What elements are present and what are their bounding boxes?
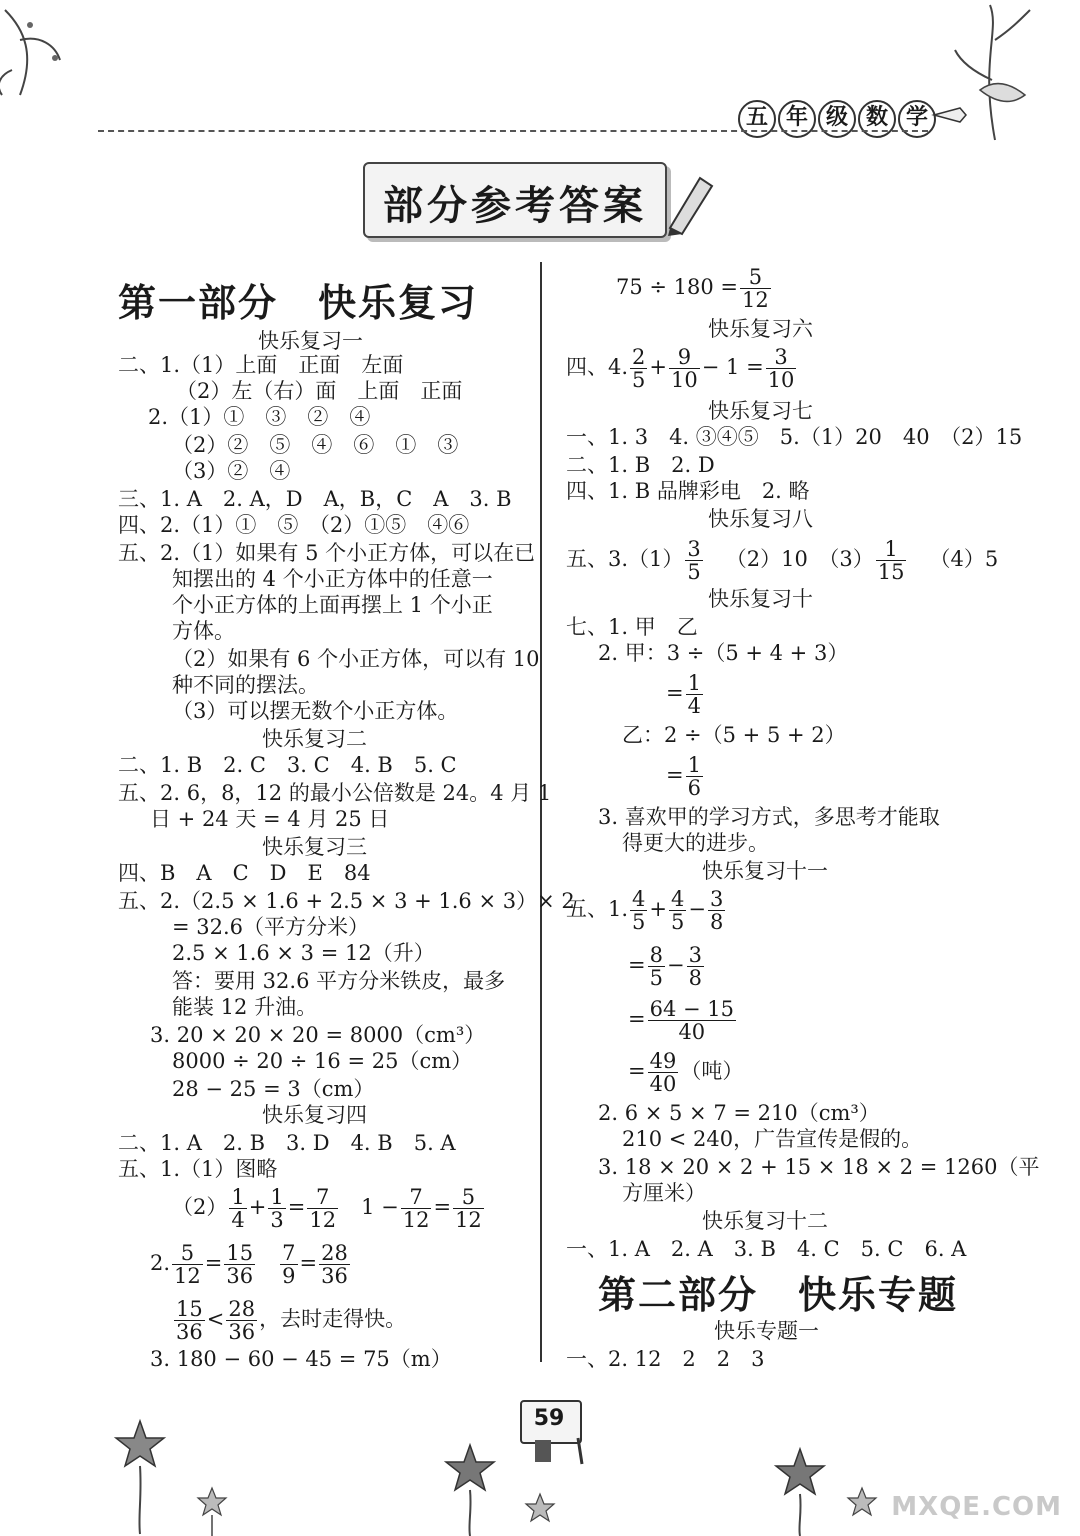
grade-char: 年	[778, 100, 816, 138]
answer-line: 二、1. B 2. D	[566, 453, 715, 477]
grade-char: 级	[818, 100, 856, 138]
answer-line: 种不同的摆法。	[172, 673, 319, 697]
section-title: 快乐复习二	[262, 727, 367, 751]
answer-line: 七、1. 甲 乙	[566, 615, 698, 639]
answer-line: 五、1.（1）图略	[118, 1157, 278, 1181]
fraction-line: = $\frac{8}{5}$ − $\frac{3}{8}$	[628, 943, 702, 990]
fraction-line: = $\frac{1}{4}$	[666, 671, 701, 718]
fraction-line: = $\frac{1}{6}$	[666, 753, 701, 800]
answer-line: 能装 12 升油。	[172, 995, 318, 1019]
answer-line: 四、B A C D E 84	[118, 861, 371, 885]
answer-line: 2. 6 × 5 × 7 = 210（cm³）	[598, 1101, 880, 1125]
star-flower-icon	[192, 1484, 232, 1536]
answer-line: 8000 ÷ 20 ÷ 16 = 25（cm）	[172, 1049, 473, 1073]
section-title: 快乐专题一	[714, 1319, 819, 1343]
answer-line: 210 < 240，广告宣传是假的。	[622, 1127, 923, 1151]
section-title: 快乐复习十二	[702, 1209, 828, 1233]
answer-line: 28 − 25 = 3（cm）	[172, 1077, 375, 1101]
fraction-line: = $\frac{49}{40}$ （吨）	[628, 1049, 744, 1096]
answer-line: 2.5 × 1.6 × 3 = 12（升）	[172, 941, 435, 965]
section-title: 快乐复习六	[708, 317, 813, 341]
pencil-icon	[930, 100, 970, 130]
answer-line: 一、1. A 2. A 3. B 4. C 5. C 6. A	[566, 1237, 967, 1261]
watermark: MXQE.COM	[891, 1492, 1062, 1522]
answer-line: 三、1. A 2. A，D A，B，C A 3. B	[118, 487, 512, 511]
answer-line: 一、2. 12 2 2 3	[566, 1347, 765, 1371]
answer-line: 3. 20 × 20 × 20 = 8000（cm³）	[150, 1023, 486, 1047]
grade-char: 数	[858, 100, 896, 138]
answer-line: （2）左（右）面 上面 正面	[176, 379, 463, 403]
fraction-line: 五、3.（1） $\frac{3}{5}$ （2）10 （3） $\frac{1}{15}$ （4）5	[566, 537, 999, 584]
answer-line: 二、1. B 2. C 3. C 4. B 5. C	[118, 753, 457, 777]
answer-line: 3. 喜欢甲的学习方式，多思考才能取	[598, 805, 940, 829]
star-flower-icon	[520, 1490, 560, 1536]
part1-title: 第一部分 快乐复习	[118, 281, 479, 325]
answer-line: 日 + 24 天 = 4 月 25 日	[150, 807, 390, 831]
section-title: 快乐复习四	[262, 1103, 367, 1127]
section-title: 快乐复习十一	[702, 859, 828, 883]
answer-line: 二、1.（1）上面 正面 左面	[118, 353, 404, 377]
answer-line: = 32.6（平方分米）	[172, 915, 370, 939]
section-title: 快乐复习七	[708, 399, 813, 423]
header-divider	[98, 130, 928, 132]
fraction-line: （2） $\frac{1}{4}$ + $\frac{1}{3}$ = $\frac{7}{12}$ 1 − $\frac{7}{12}$ = $\frac{5}{12}$	[172, 1185, 482, 1232]
part2-title: 第二部分 快乐专题	[598, 1273, 959, 1317]
grade-char: 五	[738, 100, 776, 138]
section-title: 快乐复习三	[262, 835, 367, 859]
answer-line: 2.（1）① ③ ② ④	[148, 405, 371, 429]
answer-line: 2. 甲：3 ÷（5 + 4 + 3）	[598, 641, 849, 665]
answer-line: 一、1. 3 4. ③④⑤ 5.（1）20 40 （2）15	[566, 425, 1023, 449]
title-pencil-icon	[660, 168, 720, 238]
fraction-line: $\frac{15}{36}$ < $\frac{28}{36}$ ，去时走得快。	[176, 1297, 407, 1344]
footer-pencil-icon	[530, 1436, 590, 1466]
page-number: 59	[533, 1406, 565, 1431]
grade-badge	[738, 100, 936, 138]
star-flower-icon	[770, 1444, 830, 1536]
answer-line: 3. 18 × 20 × 2 + 15 × 18 × 2 = 1260（平	[598, 1155, 1040, 1179]
answer-line: 3. 180 − 60 − 45 = 75（m）	[150, 1347, 452, 1371]
fraction-line: 75 ÷ 180 = $\frac{5}{12}$	[616, 265, 769, 312]
answer-line: 五、2. 6，8，12 的最小公倍数是 24。4 月 1	[118, 781, 552, 805]
fraction-line: = $\frac{64 - 15}{40}$	[628, 997, 734, 1044]
answer-line: 五、2.（1）如果有 5 个小正方体，可以在已	[118, 541, 536, 565]
section-title: 快乐复习一	[258, 329, 363, 353]
fraction-line: 四、4. $\frac{2}{5}$ + $\frac{9}{10}$ − 1 = $\frac{3}{10}$	[566, 345, 795, 392]
answer-line: 方厘米）	[622, 1181, 706, 1205]
page-title: 部分参考答案	[383, 183, 647, 229]
branch-decoration-icon	[0, 0, 110, 110]
answer-line: 方体。	[172, 619, 235, 643]
answer-line: （2）② ⑤ ④ ⑥ ① ③	[172, 433, 459, 457]
star-flower-icon	[440, 1440, 500, 1536]
answer-line: 二、1. A 2. B 3. D 4. B 5. A	[118, 1131, 456, 1155]
fraction-line: 2. $\frac{5}{12}$ = $\frac{15}{36}$ $\frac{7}{9}$ = $\frac{28}{36}$	[150, 1241, 348, 1288]
answer-line: （3）② ④	[172, 459, 291, 483]
answer-line: 知摆出的 4 个小正方体中的任意一	[172, 567, 493, 591]
answer-line: 四、1. B 品牌彩电 2. 略	[566, 479, 810, 503]
answer-line: （3）可以摆无数个小正方体。	[172, 699, 459, 723]
star-flower-icon	[842, 1484, 882, 1536]
answer-line: 个小正方体的上面再摆上 1 个小正	[172, 593, 493, 617]
answer-line: 五、2.（2.5 × 1.6 + 2.5 × 3 + 1.6 × 3）× 2	[118, 889, 575, 913]
answer-line: 乙：2 ÷（5 + 5 + 2）	[622, 723, 846, 747]
answer-line: 四、2.（1）① ⑤ （2）①⑤ ④⑥	[118, 513, 470, 537]
grade-char: 学	[898, 100, 936, 138]
section-title: 快乐复习十	[708, 587, 813, 611]
answer-line: （2）如果有 6 个小正方体，可以有 10	[172, 647, 540, 671]
answer-line: 答：要用 32.6 平方分米铁皮，最多	[172, 969, 506, 993]
column-divider	[540, 262, 542, 1362]
answer-line: 得更大的进步。	[622, 831, 769, 855]
section-title: 快乐复习八	[708, 507, 813, 531]
star-flower-icon	[110, 1416, 170, 1536]
fraction-line: 五、1. $\frac{4}{5}$ + $\frac{4}{5}$ − $\frac{3}{8}$	[566, 887, 724, 934]
